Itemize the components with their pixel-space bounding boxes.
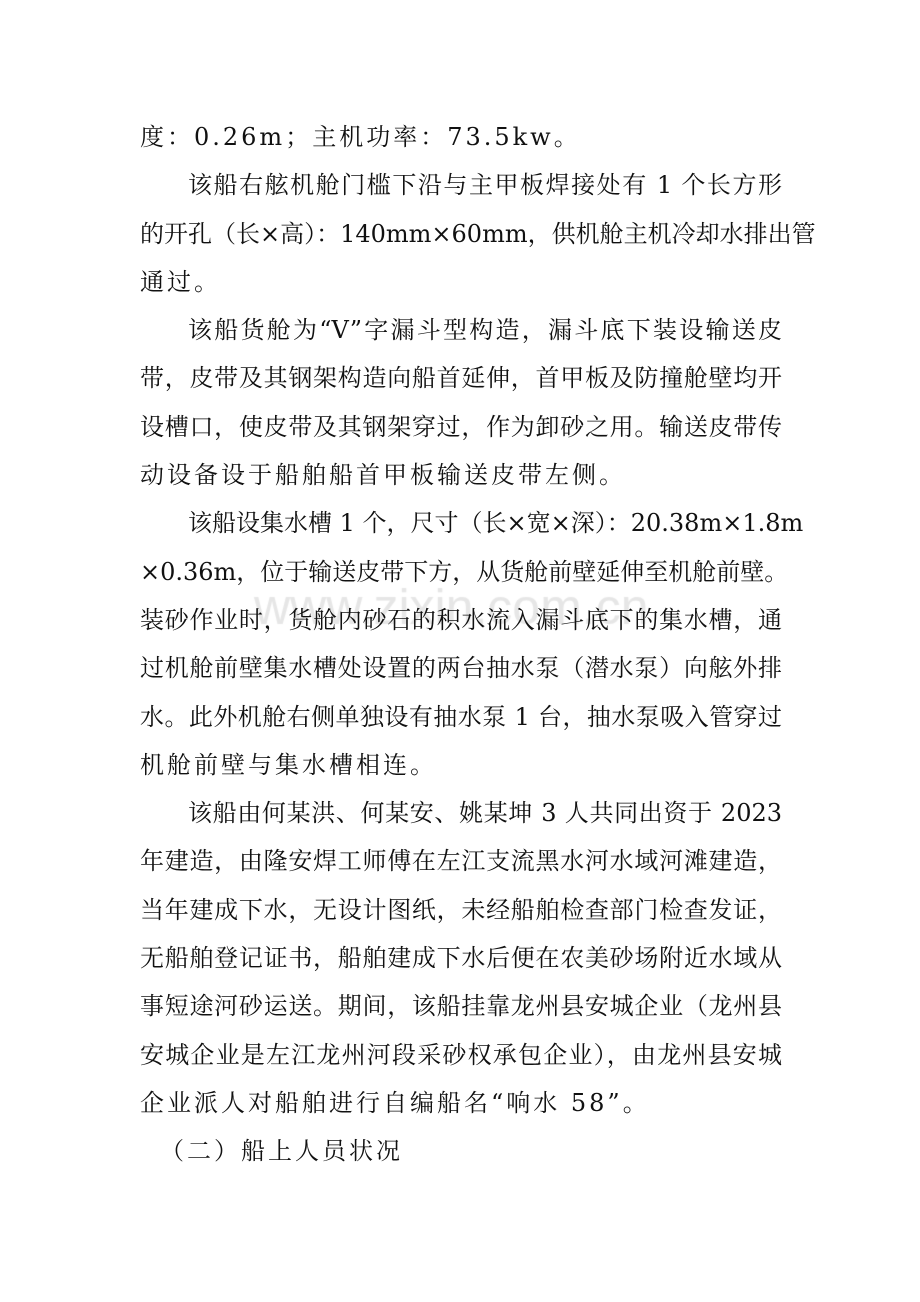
text-line: 年建造，由隆安焊工师傅在左江支流黑水河水域河滩建造， xyxy=(140,847,782,876)
text-line: 的开孔（长×高）：140mm×60mm，供机舱主机冷却水排出管 xyxy=(140,219,816,248)
body-text xyxy=(140,113,816,1176)
text-line: 企业派人对船舶进行自编船名“响水 58”。 xyxy=(140,1088,650,1117)
text-line: 该船由何某洪、何某安、姚某坤 3 人共同出资于 2023 xyxy=(188,799,782,828)
text-line: 该船设集水槽 1 个，尺寸（长×宽×深）：20.38m×1.8m xyxy=(188,509,804,538)
text-line: 过机舱前壁集水槽处设置的两台抽水泵（潜水泵）向舷外排 xyxy=(140,654,782,683)
text-line: ×0.36m，位于输送皮带下方，从货舱前壁延伸至机舱前壁。 xyxy=(140,557,789,586)
text-line: 水。此外机舱右侧单独设有抽水泵 1 台，抽水泵吸入管穿过 xyxy=(140,702,782,731)
text-line: 该船右舷机舱门槛下沿与主甲板焊接处有 1 个长方形 xyxy=(188,171,782,200)
text-line: 安城企业是左江龙州河段采砂权承包企业），由龙州县安城 xyxy=(140,1040,782,1069)
text-line: 带，皮带及其钢架构造向船首延伸，首甲板及防撞舱壁均开 xyxy=(140,364,782,393)
text-line: 机舱前壁与集水槽相连。 xyxy=(140,750,437,779)
text-line: 无船舶登记证书，船舶建成下水后便在农美砂场附近水域从 xyxy=(140,944,782,973)
text-line: 当年建成下水，无设计图纸，未经船舶检查部门检查发证， xyxy=(140,895,782,924)
text-line: 事短途河砂运送。期间，该船挂靠龙州县安城企业（龙州县 xyxy=(140,992,782,1021)
text-line: 该船货舱为“V”字漏斗型构造，漏斗底下装设输送皮 xyxy=(188,316,782,345)
section-heading: （二）船上人员状况 xyxy=(160,1137,403,1166)
text-line: 通过。 xyxy=(140,267,221,296)
text-line: 设槽口，使皮带及其钢架穿过，作为卸砂之用。输送皮带传 xyxy=(140,412,782,441)
text-line: 动设备设于船舶船首甲板输送皮带左侧。 xyxy=(140,461,626,490)
text-line: 度：0.26m；主机功率：73.5kw。 xyxy=(140,123,581,151)
text-line: 装砂作业时，货舱内砂石的积水流入漏斗底下的集水槽，通 xyxy=(140,605,782,634)
